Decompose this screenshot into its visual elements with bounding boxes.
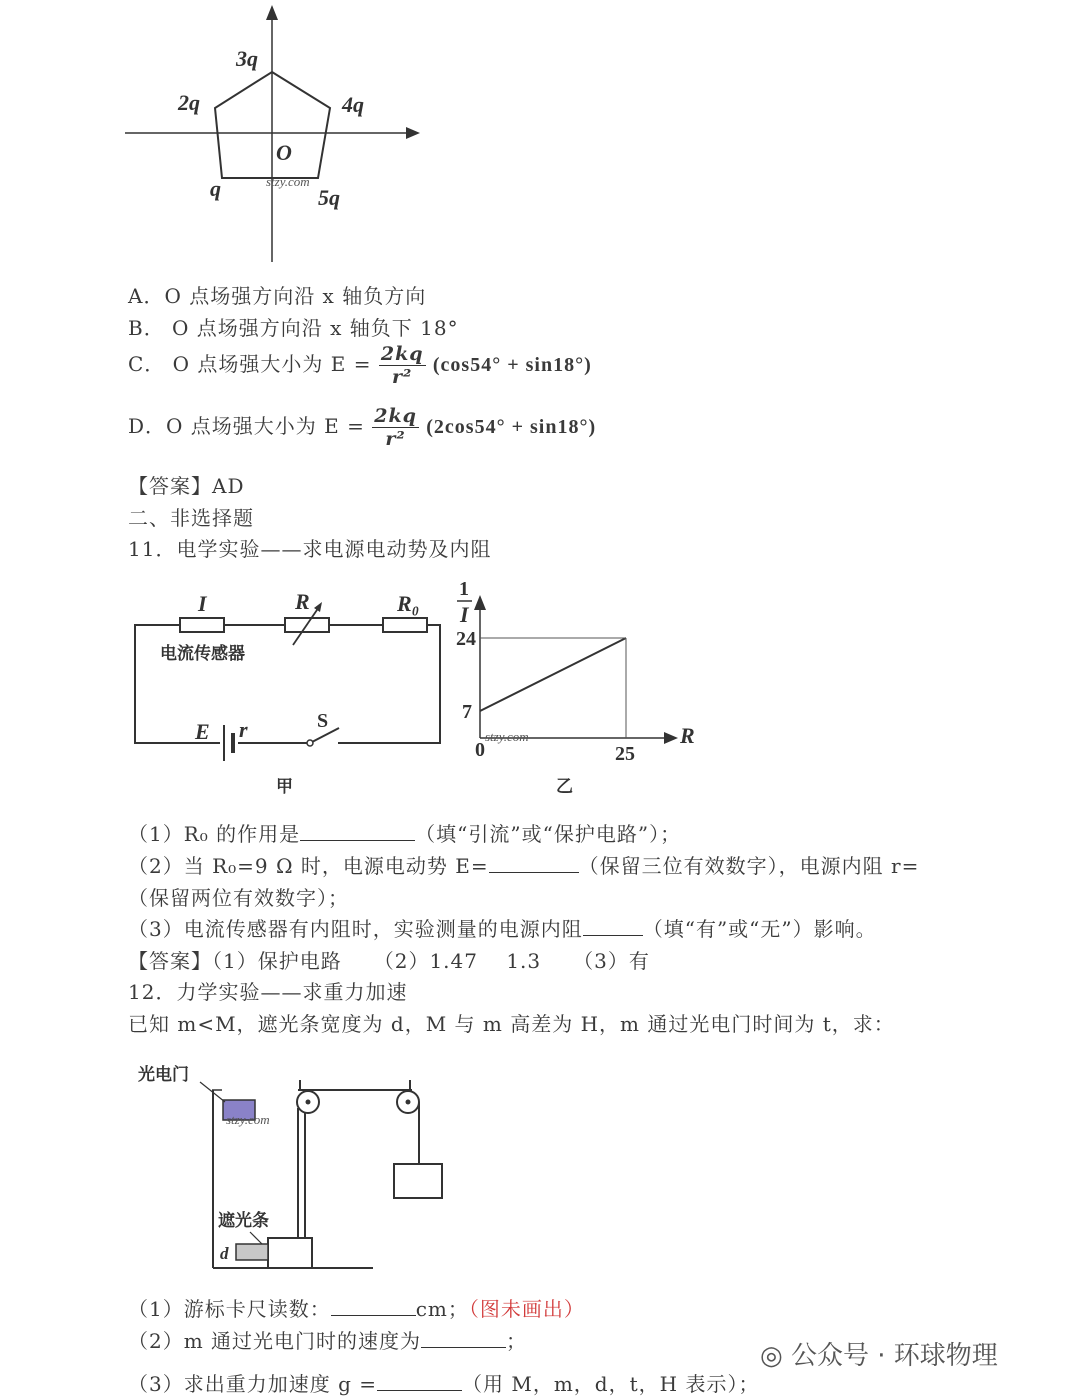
label-photogate: 光电门	[138, 1065, 189, 1085]
y-axis-label-den: I	[460, 602, 469, 627]
label-5q: 5q	[318, 185, 340, 210]
label-d: d	[220, 1244, 229, 1263]
option-d-expression: (2cos54° + sin18°)	[426, 416, 597, 438]
x-axis-label: R	[680, 723, 695, 748]
label-light-strip: 遮光条	[218, 1211, 269, 1231]
answer-q10: 【答案】AD	[128, 474, 245, 498]
question-12-title: 12．力学实验——求重力加速	[128, 980, 408, 1004]
option-b: B． O 点场强方向沿 x 轴负下 18°	[128, 316, 459, 340]
tick-label-24: 24	[456, 628, 476, 650]
charge-pentagon-figure	[120, 0, 440, 270]
question-12-given: 已知 m<M，遮光条宽度为 d，M 与 m 高差为 H，m 通过光电门时间为 t，求：	[128, 1012, 895, 1036]
note-not-drawn: （图未画出）	[468, 1297, 585, 1321]
wechat-icon: ◎	[760, 1341, 783, 1371]
option-d-prefix: D．O 点场强大小为 E =	[128, 414, 365, 438]
question-11-title: 11．电学实验——求电源电动势及内阻	[128, 537, 492, 561]
label-R0: R₀	[397, 591, 420, 616]
answer-blank[interactable]	[583, 917, 643, 936]
answer-blank[interactable]	[421, 1329, 506, 1348]
watermark: stzy.com	[485, 729, 529, 744]
tick-label-25: 25	[615, 743, 635, 765]
answer-blank[interactable]	[300, 822, 415, 841]
option-c	[128, 343, 592, 388]
tick-label-7: 7	[462, 701, 472, 723]
inverse-current-graph	[450, 575, 710, 805]
tick-label-0: 0	[475, 739, 485, 761]
answer-q11: 【答案】（1）保护电路 （2）1.47 1.3 （3）有	[128, 949, 650, 973]
label-4q: 4q	[342, 92, 364, 117]
option-c-expression: (cos54° + sin18°)	[432, 354, 592, 376]
label-R: R	[295, 589, 310, 614]
label-O: O	[276, 140, 292, 165]
q11-part3: （3）电流传感器有内阻时，实验测量的电源内阻 （填“有”或“无”）影响。	[128, 917, 877, 941]
label-E: E	[195, 719, 210, 744]
answer-blank[interactable]	[489, 854, 579, 873]
fit-line	[480, 638, 626, 711]
fraction-2kq-r2: $\frac{2kq}{\text{r²}}$	[380, 343, 424, 388]
label-I: I	[198, 591, 207, 616]
caption-jia: 甲	[276, 777, 293, 797]
label-q: q	[210, 176, 221, 201]
label-current-sensor: 电流传感器	[160, 644, 245, 664]
q12-part3: （3）求出重力加速度 g = （用 M，m，d，t，H 表示）；	[128, 1372, 760, 1396]
q11-part2: （2）当 R₀=9 Ω 时，电源电动势 E= （保留三位有效数字），电源内阻 r=	[128, 854, 920, 878]
answer-blank[interactable]	[331, 1297, 416, 1316]
circuit-diagram	[125, 585, 455, 805]
option-d	[128, 405, 596, 450]
q12-part2: （2）m 通过光电门时的速度为 ；	[128, 1329, 528, 1353]
y-axis-label-num: 1	[459, 578, 469, 600]
label-2q: 2q	[178, 90, 200, 115]
option-a: A．O 点场强方向沿 x 轴负方向	[128, 284, 427, 308]
watermark: stzy.com	[266, 174, 310, 189]
fraction-2kq-r2: $\frac{2kq}{\text{r²}}$	[374, 405, 417, 450]
q12-part1: （1）游标卡尺读数： cm；（图未画出）	[128, 1297, 585, 1321]
label-S: S	[317, 710, 329, 732]
account-name: 公众号 · 环球物理	[790, 1341, 998, 1371]
caption-yi: 乙	[556, 777, 573, 797]
wechat-account-watermark	[760, 1335, 998, 1372]
photogate-pulley-figure	[130, 1050, 470, 1285]
label-3q: 3q	[236, 46, 258, 71]
q11-part2-cont: （保留两位有效数字）；	[128, 886, 349, 910]
q11-part1: （1）R₀ 的作用是 （填“引流”或“保护电路”）；	[128, 822, 682, 846]
option-c-prefix: C． O 点场强大小为 E =	[128, 352, 372, 376]
section-heading: 二、非选择题	[128, 506, 254, 530]
answer-blank[interactable]	[377, 1372, 462, 1391]
label-r: r	[239, 717, 248, 742]
watermark: stzy.com	[226, 1112, 270, 1127]
